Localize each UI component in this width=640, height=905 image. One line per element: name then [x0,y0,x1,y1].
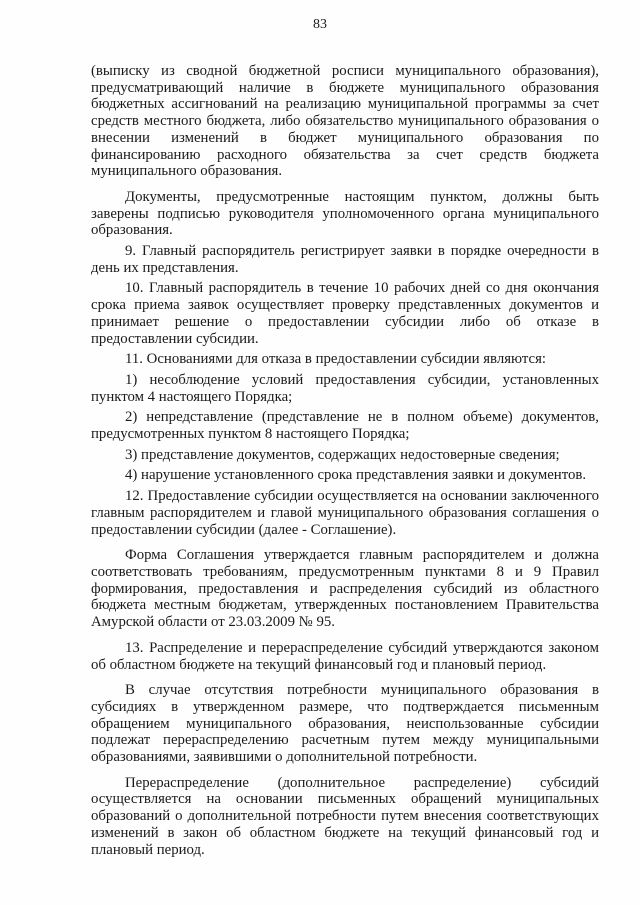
page-number: 83 [313,17,327,32]
paragraph-item-10: 10. Главный распорядитель в течение 10 рабочих дней со дня окончания срока приема заявок осуществляет проверку представленных документов и принимает решение о предоставлении субсидии либо об отказе в предоставлении субсидии. [91,280,599,347]
document-body [91,63,599,858]
paragraph-agreement-form: Форма Соглашения утверждается главным распорядителем и должна соответствовать требованиям, предусмотренным пунктами 8 и 9 Правил формирования, предоставления и распределения субсидий из областного бюджета местным бюджетам, утвержденных постановлением Правительства Амурской области от 23.03.2009 № 95. [91,547,599,631]
paragraph-item-9: 9. Главный распорядитель регистрирует заявки в порядке очередности в день их представления. [91,243,599,276]
paragraph-item-11: 11. Основаниями для отказа в предоставлении субсидии являются: [125,351,547,368]
paragraph-redistribution: В случае отсутствия потребности муниципального образования в субсидиях в утвержденном размере, что подтверждается письменным обращением муниципального образования, неиспользованные субсидии подлежат перераспределению расчетным путем между муниципальными образованиями, заявившими о дополнительной потребности. [91,682,599,766]
paragraph-item-11-4: 4) нарушение установленного срока представления заявки и документов. [125,467,587,484]
paragraph-item-11-3: 3) представление документов, содержащих недостоверные сведения; [125,446,560,463]
paragraph-additional-distribution: Перераспределение (дополнительное распределение) субсидий осуществляется на основании письменных обращений муниципальных образований о дополнительной потребности путем внесения соответствующих изменений в закон об областном бюджете на текущий финансовый год и плановый период. [91,774,599,858]
paragraph-item-11-1: 1) несоблюдение условий предоставления субсидии, установленных пунктом 4 настоящего Порядка; [91,371,599,405]
paragraph-item-13: 13. Распределение и перераспределение субсидий утверждаются законом об областном бюджете на текущий финансовый год и плановый период. [91,639,599,673]
paragraph-item-11-2: 2) непредставление (представление не в полном объеме) документов, предусмотренных пунктом 8 настоящего Порядка; [91,409,599,443]
paragraph-documents-certification: Документы, предусмотренные настоящим пунктом, должны быть заверены подписью руководителя уполномоченного органа муниципального образования. [91,188,599,239]
paragraph-continuation: (выписку из сводной бюджетной росписи муниципального образования), предусматривающий наличие в бюджете муниципального образования бюджетных ассигнований на реализацию муниципальной программы за счет средств местного бюджета, либо обязательство муниципального образования о внесении изменений в бюджет муниципального образования по финансированию расходного обязательства за счет средств бюджета муниципального образования. [91,63,599,180]
paragraph-item-12: 12. Предоставление субсидии осуществляется на основании заключенного главным распорядителем и главой муниципального образования соглашения о предоставлении субсидии (далее - Соглашение). [91,488,599,538]
